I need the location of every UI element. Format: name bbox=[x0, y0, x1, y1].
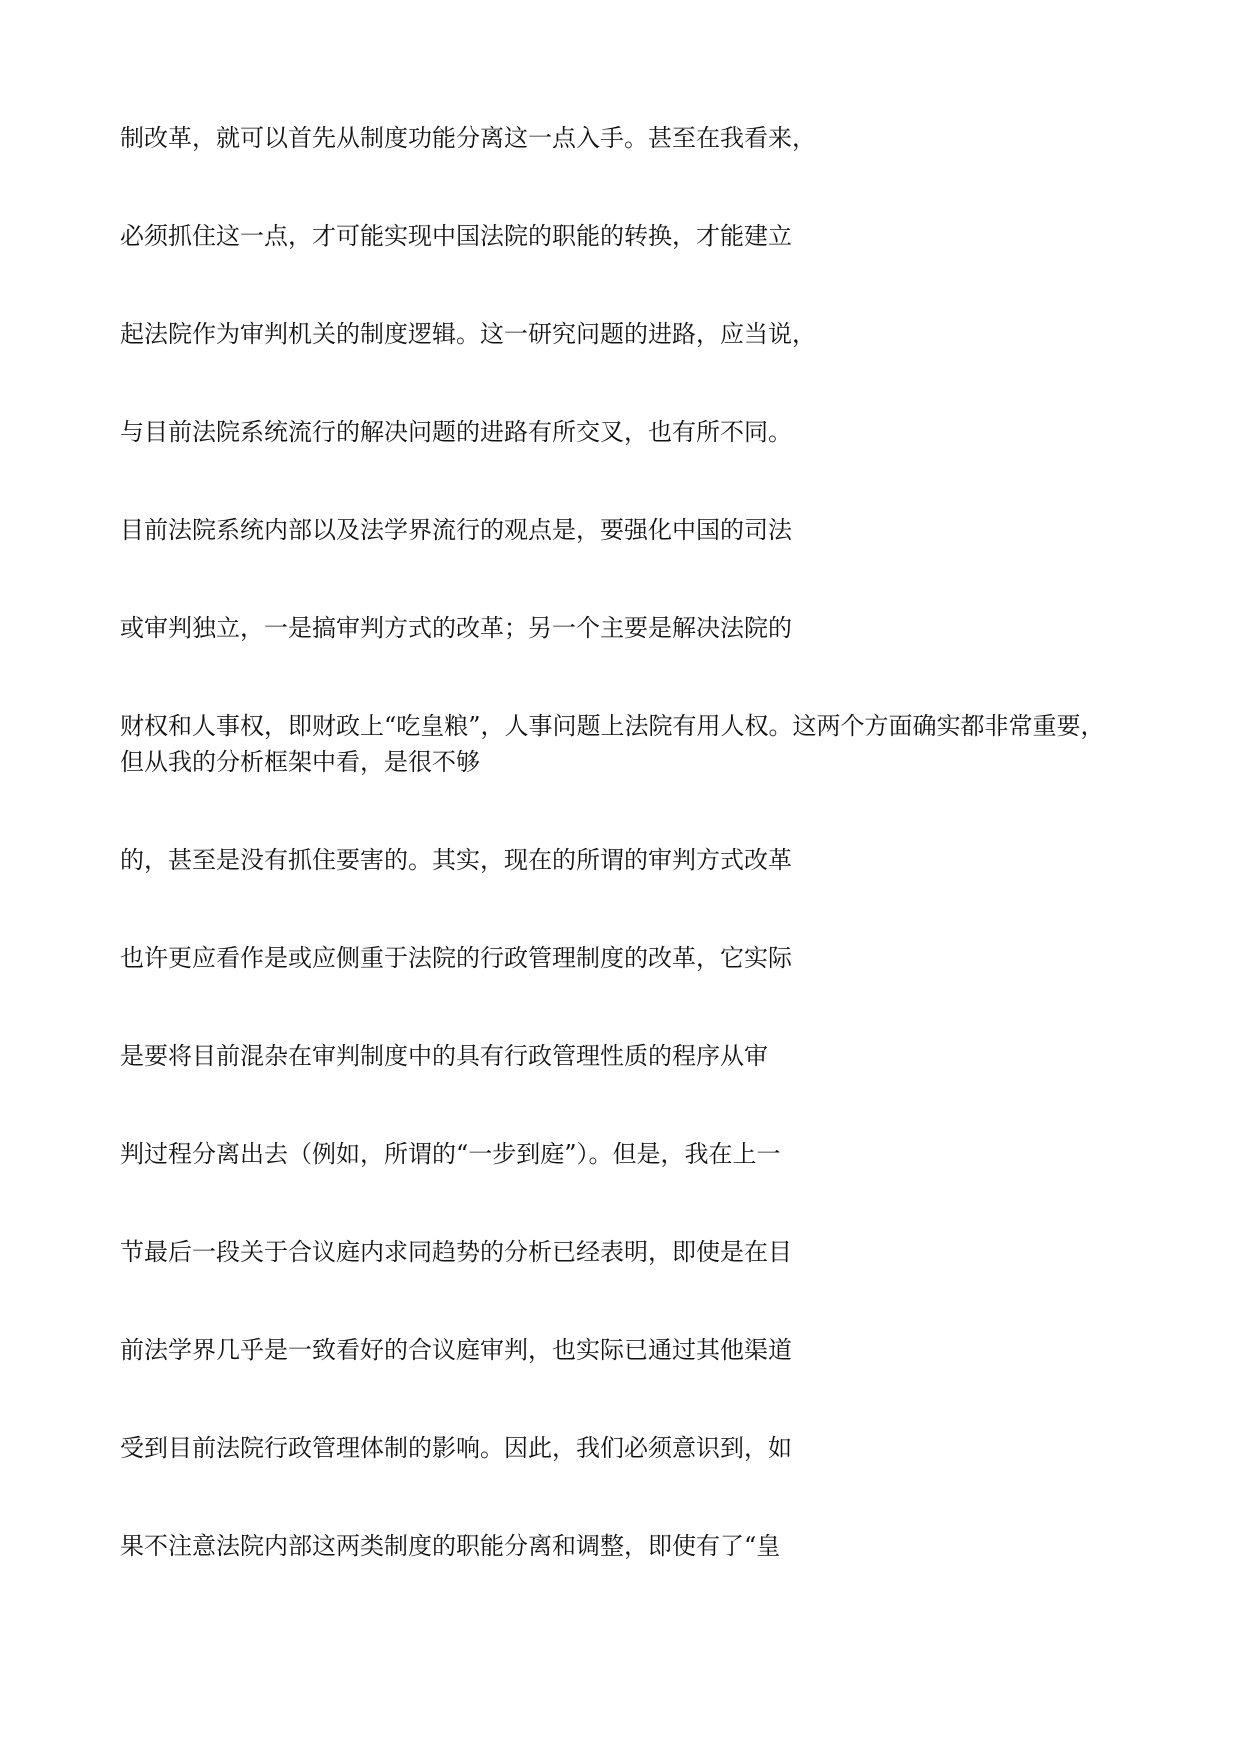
text-line: 判过程分离出去（例如，所谓的“一步到庭”）。但是，我在上一 bbox=[120, 1140, 781, 1168]
text-line: 财权和人事权，即财政上“吃皇粮”，人事问题上法院有用人权。这两个方面确实都非常重要， bbox=[120, 712, 1105, 740]
text-line: 必须抓住这一点，才可能实现中国法院的职能的转换，才能建立 bbox=[120, 222, 792, 250]
body-text bbox=[120, 120, 1140, 1564]
text-line: 目前法院系统内部以及法学界流行的观点是，要强化中国的司法 bbox=[120, 516, 792, 544]
text-line: 也许更应看作是或应侧重于法院的行政管理制度的改革，它实际 bbox=[120, 944, 792, 972]
text-line: 前法学界几乎是一致看好的合议庭审判，也实际已通过其他渠道 bbox=[120, 1336, 792, 1364]
text-line: 制改革，就可以首先从制度功能分离这一点入手。甚至在我看来， bbox=[120, 124, 816, 152]
text-line: 的，甚至是没有抓住要害的。其实，现在的所谓的审判方式改革 bbox=[120, 846, 792, 874]
text-line: 与目前法院系统流行的解决问题的进路有所交叉，也有所不同。 bbox=[120, 418, 792, 446]
text-line: 节最后一段关于合议庭内求同趋势的分析已经表明，即使是在目 bbox=[120, 1238, 792, 1266]
text-line: 起法院作为审判机关的制度逻辑。这一研究问题的进路，应当说， bbox=[120, 320, 816, 348]
text-line: 受到目前法院行政管理体制的影响。因此，我们必须意识到，如 bbox=[120, 1434, 792, 1462]
text-line: 但从我的分析框架中看，是很不够 bbox=[120, 748, 480, 776]
text-line: 或审判独立，一是搞审判方式的改革；另一个主要是解决法院的 bbox=[120, 614, 792, 642]
text-line: 是要将目前混杂在审判制度中的具有行政管理性质的程序从审 bbox=[120, 1042, 768, 1070]
text-line: 果不注意法院内部这两类制度的职能分离和调整，即使有了“皇 bbox=[120, 1532, 781, 1560]
